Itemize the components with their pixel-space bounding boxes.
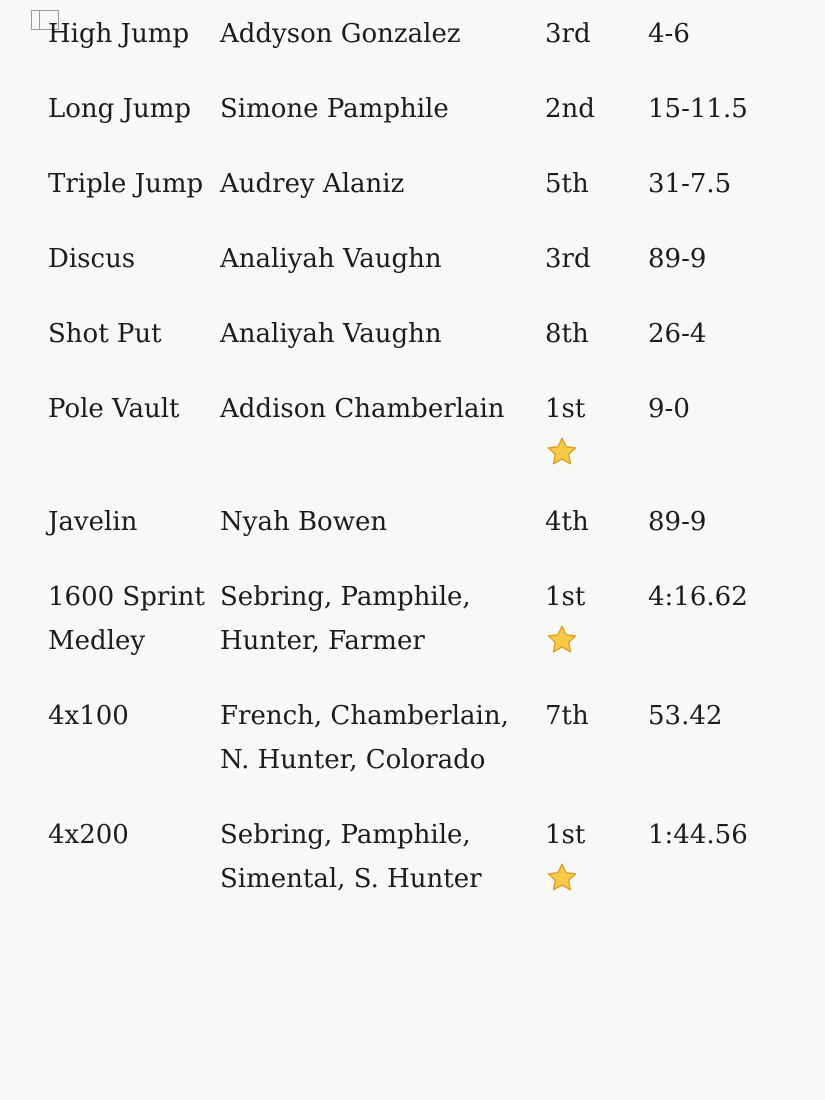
- mark-text: 1:44.56: [648, 820, 748, 850]
- place-text: 7th: [545, 701, 589, 731]
- place-cell: [545, 312, 648, 387]
- mark-cell: [648, 162, 798, 237]
- event-cell: [48, 87, 220, 162]
- mark-text: 89-9: [648, 507, 707, 537]
- place-text: 1st: [545, 820, 586, 850]
- place-cell: [545, 87, 648, 162]
- mark-cell: [648, 387, 798, 500]
- mark-cell: [648, 312, 798, 387]
- event-text: Javelin: [48, 507, 138, 537]
- athlete-cell: [220, 12, 545, 87]
- place-text: 5th: [545, 169, 589, 199]
- event-text: 1600 Sprint Medley: [48, 582, 205, 656]
- mark-text: 15-11.5: [648, 94, 748, 124]
- mark-cell: [648, 500, 798, 575]
- athlete-text: French, Chamberlain, N. Hunter, Colorado: [220, 701, 509, 775]
- athlete-text: Analiyah Vaughn: [220, 244, 442, 274]
- event-cell: [48, 12, 220, 87]
- mark-cell: [648, 237, 798, 312]
- athlete-cell: [220, 813, 545, 932]
- event-text: High Jump: [48, 19, 190, 49]
- place-cell: [545, 162, 648, 237]
- event-text: Pole Vault: [48, 394, 180, 424]
- place-cell: [545, 237, 648, 312]
- table-row: [48, 694, 798, 813]
- athlete-cell: [220, 312, 545, 387]
- mark-text: 4:16.62: [648, 582, 748, 612]
- place-cell: [545, 12, 648, 87]
- event-cell: [48, 694, 220, 813]
- star-icon: [545, 861, 579, 895]
- mark-cell: [648, 12, 798, 87]
- athlete-cell: [220, 387, 545, 500]
- mark-cell: [648, 694, 798, 813]
- event-cell: [48, 237, 220, 312]
- athlete-text: Addyson Gonzalez: [220, 19, 461, 49]
- athlete-text: Sebring, Pamphile, Hunter, Farmer: [220, 582, 471, 656]
- athlete-cell: [220, 87, 545, 162]
- place-cell: [545, 813, 648, 932]
- athlete-text: Sebring, Pamphile, Simental, S. Hunter: [220, 820, 482, 894]
- place-text: 8th: [545, 319, 589, 349]
- event-cell: [48, 813, 220, 932]
- place-text: 3rd: [545, 244, 591, 274]
- table-row: [48, 813, 798, 932]
- athlete-cell: [220, 694, 545, 813]
- event-text: Discus: [48, 244, 136, 274]
- results-table: [48, 12, 798, 932]
- event-text: 4x100: [48, 701, 129, 731]
- event-cell: [48, 575, 220, 694]
- table-row: [48, 162, 798, 237]
- place-cell: [545, 694, 648, 813]
- table-row: [48, 312, 798, 387]
- table-row: [48, 500, 798, 575]
- event-text: 4x200: [48, 820, 129, 850]
- table-row: [48, 575, 798, 694]
- athlete-cell: [220, 575, 545, 694]
- place-cell: [545, 500, 648, 575]
- star-icon: [545, 435, 579, 469]
- athlete-text: Analiyah Vaughn: [220, 319, 442, 349]
- place-text: 3rd: [545, 19, 591, 49]
- mark-cell: [648, 87, 798, 162]
- athlete-text: Addison Chamberlain: [220, 394, 505, 424]
- athlete-cell: [220, 162, 545, 237]
- place-text: 2nd: [545, 94, 595, 124]
- mark-cell: [648, 813, 798, 932]
- place-text: 1st: [545, 394, 586, 424]
- athlete-cell: [220, 237, 545, 312]
- table-row: [48, 87, 798, 162]
- mark-cell: [648, 575, 798, 694]
- athlete-text: Audrey Alaniz: [220, 169, 405, 199]
- event-cell: [48, 387, 220, 500]
- event-cell: [48, 162, 220, 237]
- mark-text: 26-4: [648, 319, 707, 349]
- place-cell: [545, 575, 648, 694]
- event-cell: [48, 500, 220, 575]
- athlete-text: Simone Pamphile: [220, 94, 449, 124]
- results-body: [48, 12, 798, 932]
- star-icon: [545, 623, 579, 657]
- mark-text: 89-9: [648, 244, 707, 274]
- athlete-cell: [220, 500, 545, 575]
- mark-text: 53.42: [648, 701, 723, 731]
- place-text: 1st: [545, 582, 586, 612]
- event-text: Shot Put: [48, 319, 162, 349]
- event-text: Triple Jump: [48, 169, 204, 199]
- place-cell: [545, 387, 648, 500]
- table-row: [48, 387, 798, 500]
- table-row: [48, 12, 798, 87]
- place-text: 4th: [545, 507, 589, 537]
- table-row: [48, 237, 798, 312]
- event-text: Long Jump: [48, 94, 192, 124]
- event-cell: [48, 312, 220, 387]
- mark-text: 9-0: [648, 394, 690, 424]
- mark-text: 31-7.5: [648, 169, 732, 199]
- mark-text: 4-6: [648, 19, 690, 49]
- athlete-text: Nyah Bowen: [220, 507, 388, 537]
